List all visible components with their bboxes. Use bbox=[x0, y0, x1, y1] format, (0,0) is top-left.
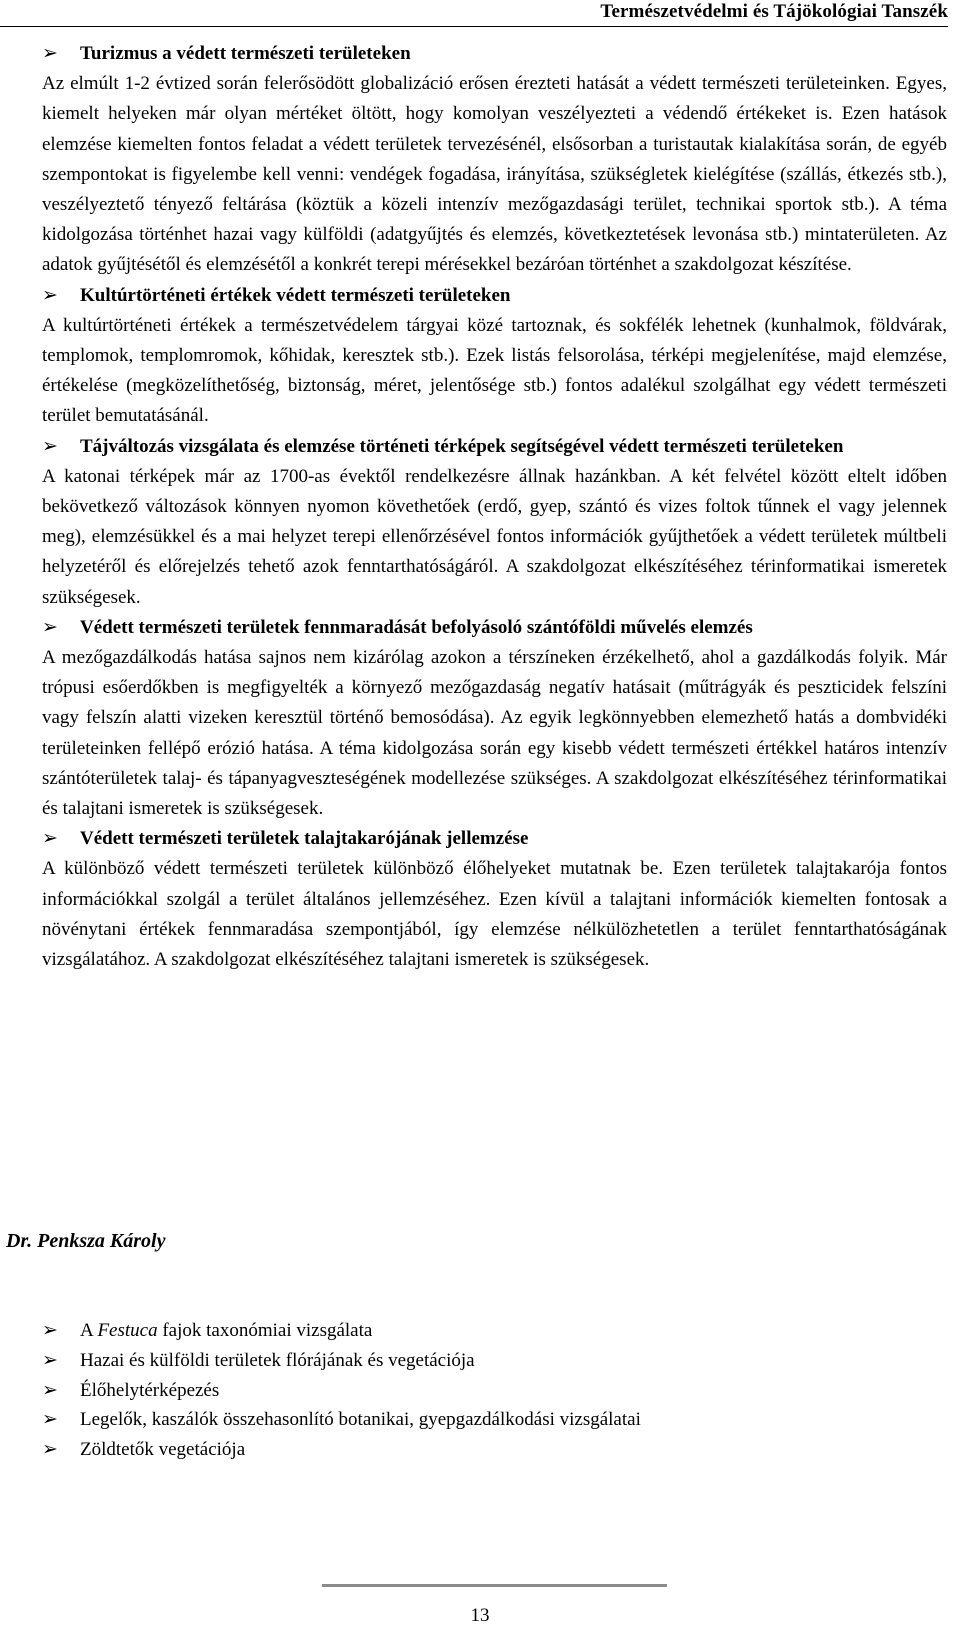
section-body-cultural-heritage: A kultúrtörténeti értékek a természetvédelem tárgyai közé tartoznak, és sokfélék lehetnek (kunhalmok, földvárak, templomok, templomromok, kőhidak, keresztek stb.). Ezek listás felsorolása, térképi megjelenítése, majd elemzése, értékelése (megközelíthetőség, biztonság, méret, jelentősége stb.) fontos adalékul szolgálhat egy védett természeti terület bemutatásánál. bbox=[42, 314, 947, 427]
heading-text: Védett természeti területek fennmaradását befolyásoló szántóföldi művelés elemzés bbox=[80, 616, 753, 638]
topic-genus-name: Festuca bbox=[97, 1320, 158, 1341]
topic-text: Élőhelytérképezés bbox=[80, 1379, 220, 1401]
heading-text: Tájváltozás vizsgálata és elemzése történeti térképek segítségével védett természeti területeken bbox=[80, 435, 844, 457]
arrow-bullet-icon: ➢ bbox=[42, 43, 58, 64]
topic-text: Legelők, kaszálók összehasonlító botanikai, gyepgazdálkodási vizsgálatai bbox=[80, 1409, 641, 1431]
topic-suffix: fajok taxonómiai vizsgálata bbox=[157, 1320, 373, 1341]
arrow-bullet-icon: ➢ bbox=[42, 1379, 58, 1401]
section-heading-cultural-heritage bbox=[42, 281, 947, 311]
section-heading-soil-cover bbox=[42, 824, 947, 854]
page-header bbox=[0, 0, 960, 30]
section-body-tourism: Az elmúlt 1-2 évtized során felerősödött globalizáció erősen érezteti hatását a védett természeti területeinken. Egyes, kiemelt helyeken már olyan mértéket öltött, hogy komolyan veszélyezteti a védendő értékeket is. Ezen hatások elemzése kiemelten fontos feladat a védett területek tervezésénél, elsősorban a turistautak kialakítása során, de egyéb szempontokat is figyelembe kell venni: vendégek fogadása, irányítása, szükségletek kielégítése (szállás, étkezés stb.), veszélyeztető tényező feltárása (köztük a közeli intenzív mezőgazdasági terület, technikai sportok stb.). A téma kidolgozása történhet hazai vagy külföldi (adatgyűjtés és elemzés, következtetések levonása stb.) mintaterületen. Az adatok gyűjtésétől és elemzésétől a konkrét terepi mérésekkel bezáróan történhet a szakdolgozat készítése. bbox=[42, 73, 947, 276]
arrow-bullet-icon: ➢ bbox=[42, 1320, 58, 1341]
list-item bbox=[42, 1405, 922, 1435]
heading-text: Turizmus a védett természeti területeken bbox=[80, 43, 411, 64]
heading-text: Védett természeti területek talajtakarójának jellemzése bbox=[80, 828, 529, 850]
topic-text: Hazai és külföldi területek flórájának és vegetációja bbox=[80, 1349, 475, 1371]
arrow-bullet-icon: ➢ bbox=[42, 828, 58, 850]
list-item bbox=[42, 1376, 922, 1406]
department-title: Természetvédelmi és Tájökológiai Tanszék bbox=[600, 1, 948, 22]
heading-text: Kultúrtörténeti értékek védett természeti területeken bbox=[80, 284, 511, 306]
section-body-arable-farming: A mezőgazdálkodás hatása sajnos nem kizárólag azokon a térszíneken érzékelhető, ahol a gazdálkodás folyik. Már trópusi esőerdőkben is megfigyelték a környező mezőgazdaság negatív hatásait (műtrágyák és peszticidek felszíni vagy felszín alatti vizeken keresztül történő bemosódása). Az egyik legkönnyebben elemezhető hatás a dombvidéki területeinken fellépő erózió hatása. A téma kidolgozása során egy kisebb védett természeti értékkel határos intenzív szántóterületek talaj- és tápanyagveszteségének modellezése szükséges. A szakdolgozat elkészítéséhez térinformatikai és talajtani ismeretek is szükségesek. bbox=[42, 647, 947, 820]
topic-prefix: A bbox=[80, 1320, 98, 1341]
header-divider bbox=[0, 26, 948, 27]
arrow-bullet-icon: ➢ bbox=[42, 616, 58, 638]
footer-divider bbox=[322, 1584, 667, 1587]
thesis-topics-content bbox=[42, 39, 947, 975]
arrow-bullet-icon: ➢ bbox=[42, 284, 58, 306]
section-body-soil-cover: A különböző védett természeti területek különböző élőhelyeket mutatnak be. Ezen területek talajtakarója fontos információkkal szolgál a terület általános jellemzéséhez. Ezen kívül a talajtani információk kiemelten fontosak a növénytani értékek fennmaradása szempontjából, így elemzése nélkülözhetetlen a terület fenntarthatóságának vizsgálatához. A szakdolgozat elkészítéséhez talajtani ismeretek is szükségesek. bbox=[42, 858, 947, 971]
section-heading-arable-farming bbox=[42, 613, 947, 643]
page-number: 13 bbox=[470, 1605, 490, 1626]
topic-text: Zöldtetők vegetációja bbox=[80, 1439, 246, 1461]
arrow-bullet-icon: ➢ bbox=[42, 1349, 58, 1371]
section-body-landscape-change: A katonai térképek már az 1700-as évektől rendelkezésre állnak hazánkban. A két felvétel között eltelt időben bekövetkező változások könnyen nyomon követhetőek (erdő, gyep, szántó és vizes foltok tűnnek el vagy jelennek meg), elemzésükkel és a mai helyzet terepi ellenőrzésével fontos információk gyűjthetőek a védett területek múltbeli helyzetéről és előrejelzés tehető azok fenntarthatóságáról. A szakdolgozat elkészítéséhez térinformatikai ismeretek szükségesek. bbox=[42, 465, 947, 608]
section-heading-landscape-change bbox=[42, 432, 947, 462]
list-item bbox=[42, 1435, 922, 1465]
list-item bbox=[42, 1346, 922, 1376]
section-heading-tourism bbox=[42, 39, 947, 69]
list-item bbox=[42, 1316, 922, 1346]
supervisor-name: Dr. Penksza Károly bbox=[6, 1230, 166, 1252]
arrow-bullet-icon: ➢ bbox=[42, 1409, 58, 1431]
supervisor-topic-list bbox=[42, 1316, 922, 1465]
arrow-bullet-icon: ➢ bbox=[42, 435, 58, 457]
arrow-bullet-icon: ➢ bbox=[42, 1439, 58, 1461]
